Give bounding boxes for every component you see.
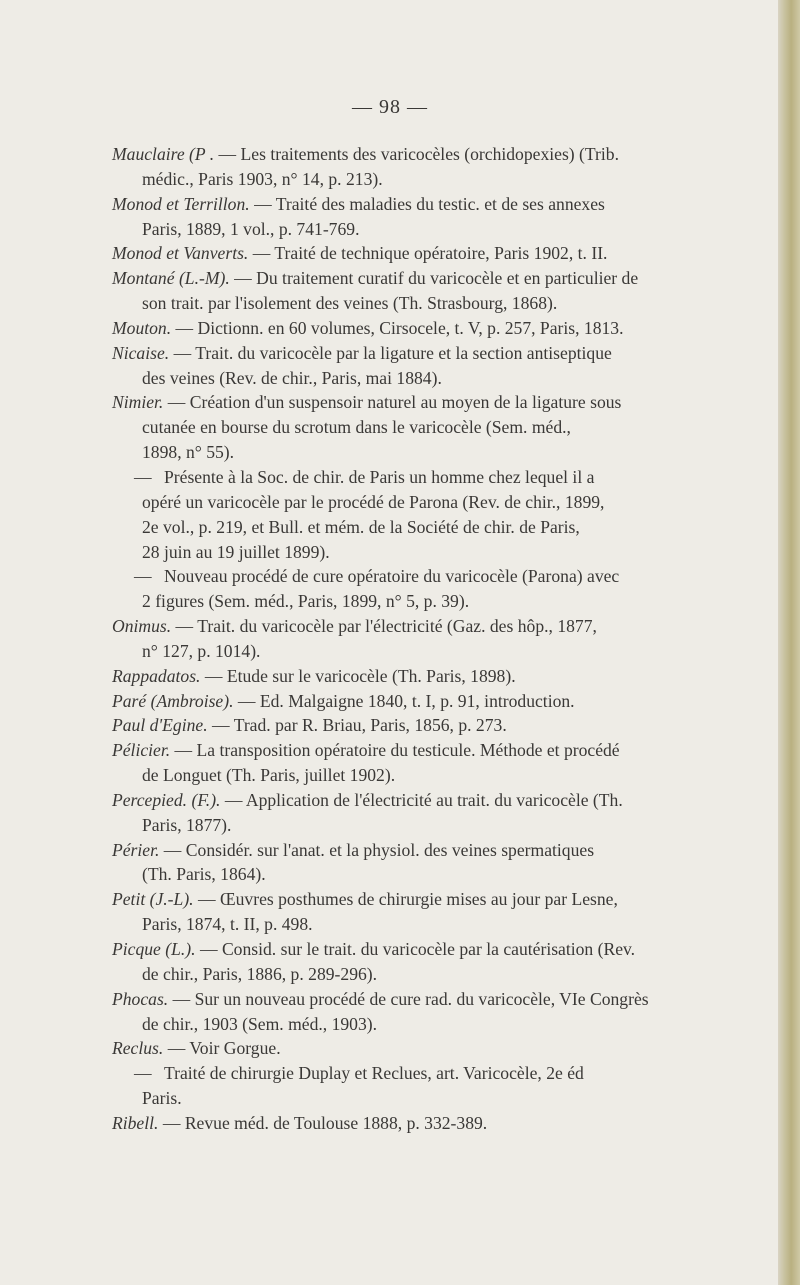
entry-continuation-line: [112, 415, 702, 440]
entry-text: — Sur un nouveau procédé de cure rad. du varicocèle, VIe Congrès: [168, 988, 649, 1009]
entry-ditto-dash: —: [134, 466, 152, 487]
entry-text: de chir., Paris, 1886, p. 289-296).: [142, 963, 378, 984]
bibliography-entry: [112, 887, 702, 937]
bibliography-entry: [112, 564, 702, 614]
entry-text: — Trait. du varicocèle par l'électricité (Gaz. des hôp., 1877,: [171, 616, 597, 637]
entry-first-line: [112, 738, 702, 763]
bibliography-entry: [112, 788, 702, 838]
bibliography-entry: [112, 266, 702, 316]
entry-text: Présente à la Soc. de chir. de Paris un homme chez lequel il a: [164, 466, 595, 487]
entry-text: — Trait. du varicocèle par la ligature et la section antiseptique: [169, 342, 612, 363]
entry-continuation-line: [112, 813, 702, 838]
entry-text: — Dictionn. en 60 volumes, Cirsocele, t. V, p. 257, Paris, 1813.: [171, 317, 624, 338]
entry-text: des veines (Rev. de chir., Paris, mai 1884).: [142, 367, 442, 388]
entry-author: Monod et Vanverts.: [112, 243, 249, 264]
entry-continuation-line: [112, 962, 702, 987]
entry-first-line: [112, 465, 702, 490]
entry-text: — Les traitements des varicocèles (orchidopexies) (Trib.: [214, 144, 619, 164]
entry-text: — Œuvres posthumes de chirurgie mises au jour par Lesne,: [193, 889, 618, 910]
entry-author: Périer.: [112, 839, 160, 860]
entry-text: — La transposition opératoire du testicule. Méthode et procédé: [170, 740, 620, 761]
entry-ditto-dash: —: [134, 1063, 152, 1084]
entry-author: Montané (L.-M).: [112, 268, 230, 289]
bibliography-entry: [112, 713, 702, 738]
entry-text: Paris, 1877).: [142, 814, 232, 835]
entry-text: — Traité de technique opératoire, Paris 1902, t. II.: [248, 243, 608, 264]
entry-text: — Revue méd. de Toulouse 1888, p. 332-389.: [158, 1112, 488, 1133]
entry-author: Picque (L.).: [112, 939, 196, 959]
entry-author: Nimier.: [112, 392, 164, 413]
entry-text: Nouveau procédé de cure opératoire du varicocèle (Parona) avec: [164, 566, 620, 587]
bibliography-entry: [112, 1036, 702, 1061]
bibliography-entry: [112, 614, 702, 664]
entry-continuation-line: [112, 515, 702, 540]
bibliography-entry: [112, 341, 702, 391]
entry-author: Percepied. (F.).: [112, 789, 221, 810]
entry-continuation-line: [112, 763, 702, 788]
bibliography-list: [112, 142, 702, 1136]
entry-continuation-line: [112, 862, 702, 887]
entry-continuation-line: [112, 589, 702, 614]
entry-author: Phocas.: [112, 988, 169, 1009]
entry-text: — Voir Gorgue.: [163, 1038, 281, 1059]
entry-first-line: [112, 316, 702, 341]
entry-text: — Du traitement curatif du varicocèle et en particulier de: [229, 268, 639, 289]
entry-continuation-line: [112, 1086, 702, 1111]
bibliography-entry: [112, 937, 702, 987]
entry-first-line: [112, 241, 702, 266]
entry-first-line: [112, 1061, 702, 1086]
bibliography-entry: [112, 241, 702, 266]
entry-author: Rappadatos.: [112, 665, 201, 686]
entry-text: — Consid. sur le trait. du varicocèle par la cautérisation (Rev.: [195, 939, 636, 959]
entry-first-line: [112, 1036, 702, 1061]
bibliography-entry: [112, 316, 702, 341]
bibliography-entry: [112, 192, 702, 242]
bibliography-entry: [112, 1061, 702, 1111]
entry-first-line: [112, 713, 702, 738]
entry-text: cutanée en bourse du scrotum dans le varicocèle (Sem. méd.,: [142, 417, 571, 438]
entry-first-line: [112, 887, 702, 912]
entry-first-line: [112, 266, 702, 291]
entry-continuation-line: [112, 366, 702, 391]
entry-first-line: [112, 937, 702, 962]
entry-text: Traité de chirurgie Duplay et Reclues, art. Varicocèle, 2e éd: [164, 1063, 584, 1084]
bibliography-entry: [112, 142, 702, 192]
entry-text: de chir., 1903 (Sem. méd., 1903).: [142, 1013, 378, 1034]
entry-first-line: [112, 689, 702, 714]
entry-text: 2e vol., p. 219, et Bull. et mém. de la Société de chir. de Paris,: [142, 516, 580, 537]
entry-first-line: [112, 564, 702, 589]
entry-first-line: [112, 664, 702, 689]
entry-continuation-line: [112, 639, 702, 664]
entry-text: — Considér. sur l'anat. et la physiol. des veines spermatiques: [159, 839, 595, 860]
entry-text: (Th. Paris, 1864).: [142, 864, 266, 885]
entry-text: opéré un varicocèle par le procédé de Parona (Rev. de chir., 1899,: [142, 491, 605, 512]
entry-text: — Traité des maladies du testic. et de ses annexes: [249, 193, 605, 214]
entry-first-line: [112, 614, 702, 639]
entry-first-line: [112, 1111, 702, 1136]
entry-author: Mauclaire (P .: [112, 144, 215, 164]
entry-first-line: [112, 142, 702, 167]
entry-text: 28 juin au 19 juillet 1899).: [142, 541, 330, 562]
bibliography-entry: [112, 664, 702, 689]
entry-continuation-line: [112, 440, 702, 465]
entry-author: Mouton.: [112, 317, 172, 338]
entry-continuation-line: [112, 1012, 702, 1037]
bibliography-entry: [112, 1111, 702, 1136]
bibliography-entry: [112, 838, 702, 888]
entry-author: Onimus.: [112, 616, 172, 637]
entry-text: — Création d'un suspensoir naturel au moyen de la ligature sous: [163, 392, 622, 413]
entry-text: 1898, n° 55).: [142, 442, 235, 463]
bibliography-entry: [112, 465, 702, 564]
entry-author: Pélicier.: [112, 740, 171, 761]
bibliography-entry: [112, 987, 702, 1037]
entry-author: Monod et Terrillon.: [112, 193, 250, 214]
entry-text: — Trad. par R. Briau, Paris, 1856, p. 273.: [207, 715, 507, 736]
entry-text: Paris.: [142, 1088, 182, 1109]
entry-text: son trait. par l'isolement des veines (Th. Strasbourg, 1868).: [142, 293, 558, 314]
entry-author: Paul d'Egine.: [112, 715, 208, 736]
entry-first-line: [112, 341, 702, 366]
book-spine-edge: [778, 0, 800, 1285]
entry-text: Paris, 1889, 1 vol., p. 741-769.: [142, 218, 360, 239]
entry-author: Petit (J.-L).: [112, 889, 194, 910]
entry-author: Nicaise.: [112, 342, 170, 363]
entry-text: médic., Paris 1903, n° 14, p. 213).: [142, 168, 383, 189]
entry-first-line: [112, 192, 702, 217]
entry-continuation-line: [112, 167, 702, 192]
entry-first-line: [112, 390, 702, 415]
entry-continuation-line: [112, 490, 702, 515]
entry-continuation-line: [112, 217, 702, 242]
entry-text: 2 figures (Sem. méd., Paris, 1899, n° 5, p. 39).: [142, 591, 470, 612]
entry-text: n° 127, p. 1014).: [142, 640, 261, 661]
bibliography-entry: [112, 689, 702, 714]
entry-author: Paré (Ambroise).: [112, 690, 234, 711]
entry-author: Reclus.: [112, 1038, 164, 1059]
entry-author: Ribell.: [112, 1112, 159, 1133]
entry-continuation-line: [112, 291, 702, 316]
entry-text: — Ed. Malgaigne 1840, t. I, p. 91, introduction.: [233, 690, 575, 711]
entry-first-line: [112, 838, 702, 863]
entry-ditto-dash: —: [134, 566, 152, 587]
page-number: — 98 —: [352, 96, 428, 118]
entry-first-line: [112, 987, 702, 1012]
bibliography-entry: [112, 390, 702, 465]
entry-continuation-line: [112, 540, 702, 565]
bibliography-entry: [112, 738, 702, 788]
entry-text: — Etude sur le varicocèle (Th. Paris, 1898).: [200, 665, 516, 686]
entry-text: de Longuet (Th. Paris, juillet 1902).: [142, 765, 396, 786]
entry-text: — Application de l'électricité au trait. du varicocèle (Th.: [220, 789, 623, 810]
entry-continuation-line: [112, 912, 702, 937]
entry-text: Paris, 1874, t. II, p. 498.: [142, 914, 313, 935]
entry-first-line: [112, 788, 702, 813]
